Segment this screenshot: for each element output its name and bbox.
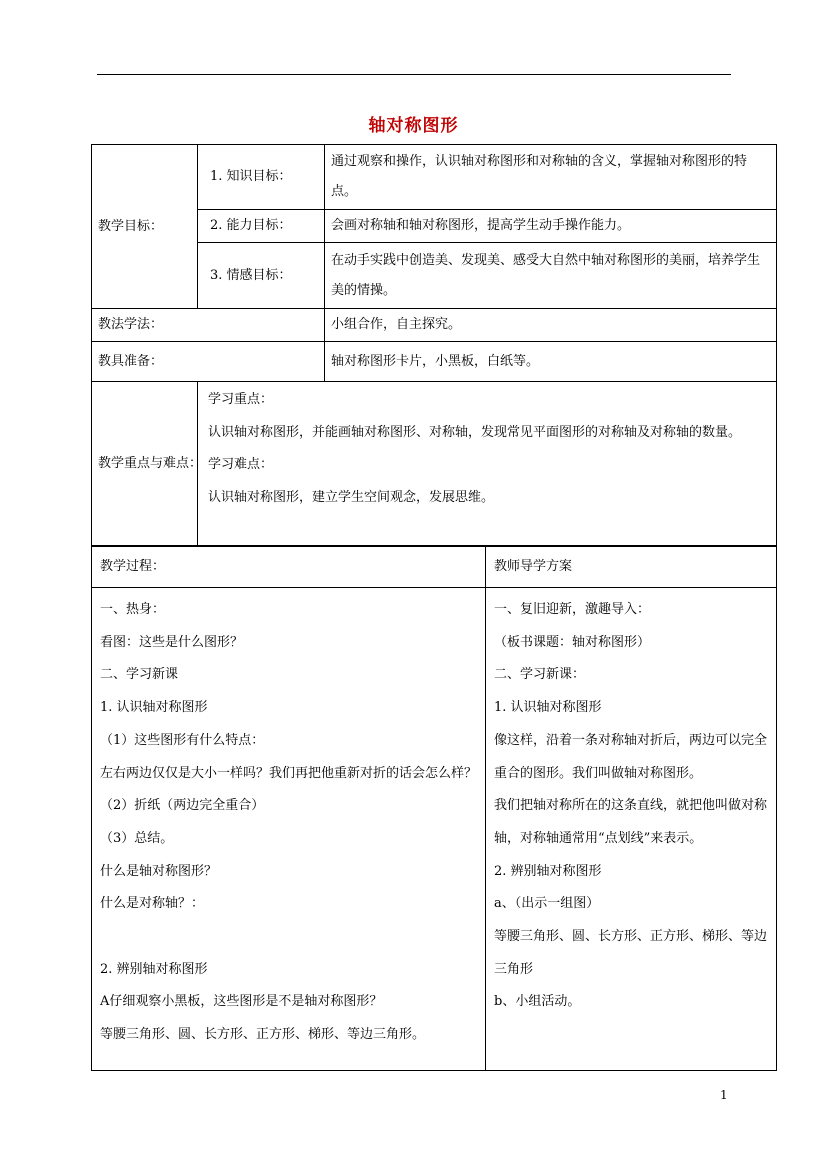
process-left-header: 教学过程： — [92, 547, 486, 588]
ability-goal-content: 会画对称轴和轴对称图形，提高学生动手操作能力。 — [325, 210, 777, 243]
key-points-label: 教学重点与难点： — [92, 382, 198, 546]
emotion-goal-content: 在动手实践中创造美、发现美、感受大自然中轴对称图形的美丽，培养学生美的情操。 — [325, 243, 777, 309]
guide-line: a、（出示一组图） — [494, 896, 600, 912]
process-table — [91, 546, 777, 1071]
key-points-content — [198, 382, 777, 546]
guide-line: 2. 辨别轴对称图形 — [494, 863, 602, 879]
guide-line: 二、学习新课： — [494, 667, 586, 683]
knowledge-goal-content: 通过观察和操作，认识轴对称图形和对称轴的含义，掌握轴对称图形的特点。 — [325, 145, 777, 210]
process-line: （2）折纸（两边完全重合） — [100, 798, 265, 814]
process-line: 什么是对称轴？： — [100, 896, 205, 912]
guide-line: （板书课题：轴对称图形） — [494, 634, 651, 650]
process-line: A仔细观察小黑板，这些图形是不是轴对称图形？ — [100, 994, 383, 1010]
process-line: 看图：这些是什么图形？ — [100, 634, 244, 650]
process-line: 二、学习新课 — [100, 667, 179, 683]
key-point-text: 认识轴对称图形，并能画轴对称图形、对称轴，发现常见平面图形的对称轴及对称轴的数量。 — [208, 424, 742, 440]
knowledge-goal-label: 1. 知识目标： — [198, 145, 325, 210]
process-student-column — [92, 588, 486, 1071]
guide-line: 像这样，沿着一条对称轴对折后，两边可以完全重合的图形。我们叫做轴对称图形。 — [494, 732, 768, 781]
guide-line: 1. 认识轴对称图形 — [494, 700, 602, 716]
difficult-point-heading: 学习难点： — [208, 457, 274, 472]
header-rule — [97, 74, 731, 75]
process-line: 等腰三角形、圆、长方形、正方形、梯形、等边三角形。 — [100, 1027, 426, 1043]
methods-label: 教法学法： — [92, 309, 325, 342]
guide-line: b、小组活动。 — [494, 994, 581, 1010]
process-line: 2. 辨别轴对称图形 — [100, 961, 208, 977]
process-line: 1. 认识轴对称图形 — [100, 700, 208, 716]
ability-goal-label: 2. 能力目标： — [198, 210, 325, 243]
methods-content: 小组合作，自主探究。 — [325, 309, 777, 342]
process-line: 一、热身： — [100, 602, 166, 617]
process-teacher-column — [486, 588, 777, 1071]
lesson-plan-table — [91, 144, 777, 546]
process-line: 什么是轴对称图形？ — [100, 863, 218, 879]
process-line: （3）总结。 — [100, 830, 174, 846]
key-point-heading: 学习重点： — [208, 392, 274, 407]
tools-label: 教具准备： — [92, 342, 325, 382]
process-line: 左右两边仅仅是大小一样吗？我们再把他重新对折的话会怎么样？ — [100, 765, 478, 781]
page-number: 1 — [720, 1088, 728, 1102]
process-right-header: 教师导学方案 — [486, 547, 777, 588]
difficult-point-text: 认识轴对称图形，建立学生空间观念，发展思维。 — [208, 489, 495, 505]
tools-content: 轴对称图形卡片，小黑板，白纸等。 — [325, 342, 777, 382]
process-blank-line — [100, 921, 477, 954]
guide-line: 我们把轴对称所在的这条直线，就把他叫做对称轴，对称轴通常用“点划线”来表示。 — [494, 798, 768, 846]
process-line: （1）这些图形有什么特点： — [100, 732, 265, 748]
guide-line: 一、复旧迎新，激趣导入： — [494, 602, 651, 617]
guide-line: 等腰三角形、圆、长方形、正方形、梯形、等边三角形 — [494, 929, 768, 977]
document-title: 轴对称图形 — [368, 116, 459, 136]
objectives-label: 教学目标： — [92, 145, 198, 309]
emotion-goal-label: 3. 情感目标： — [198, 243, 325, 309]
